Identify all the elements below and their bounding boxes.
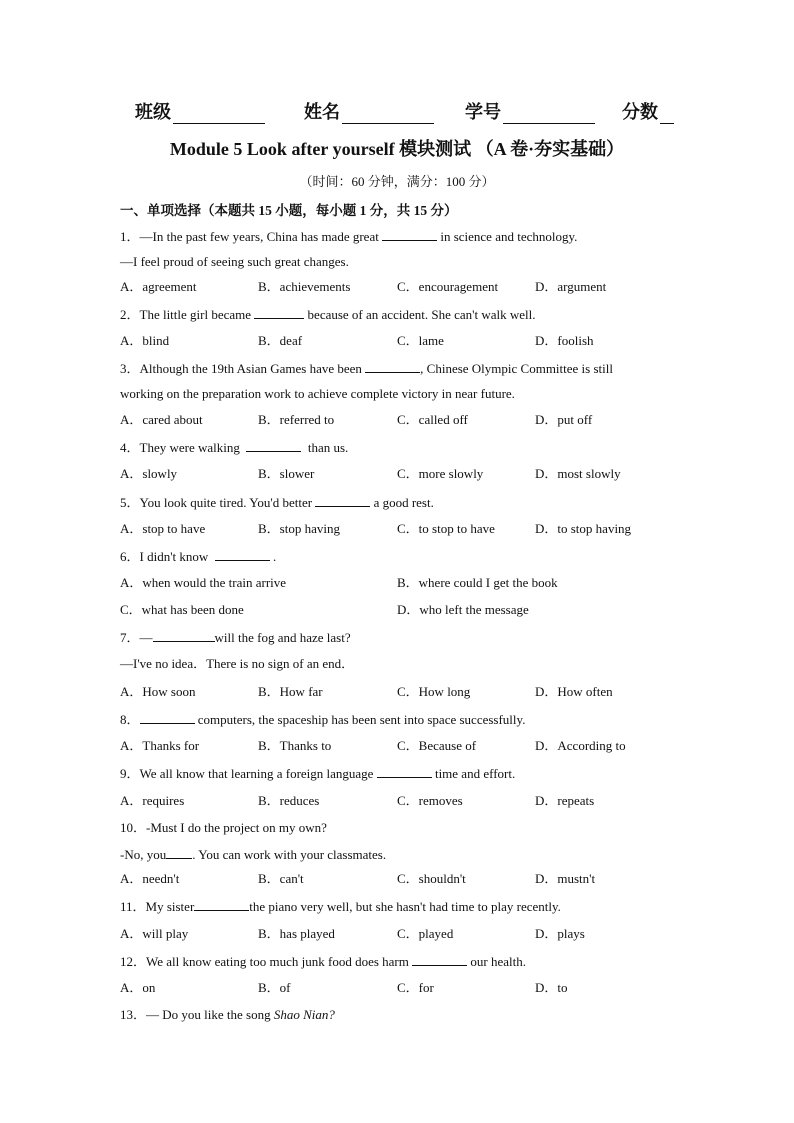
question-1-line2: —I feel proud of seeing such great changes.	[120, 254, 349, 269]
option-d: D．plays	[535, 926, 585, 941]
answer-blank	[215, 548, 270, 561]
class-label: 班级	[135, 102, 171, 122]
option-a: A．blind	[120, 333, 170, 348]
name-label: 姓名	[304, 102, 340, 122]
option-c: C．more slowly	[397, 466, 484, 481]
question-2-stem: 2．The little girl became because of an accident. She can't walk well.	[120, 307, 536, 322]
answer-blank	[194, 898, 249, 911]
exam-title: Module 5 Look after yourself 模块测试 （A 卷·夯实基础）	[169, 139, 625, 159]
option-d: D．argument	[535, 279, 607, 294]
score-field	[622, 98, 674, 124]
question-13-stem: 13．— Do you like the song Shao Nian?	[120, 1007, 335, 1022]
option-d: D．put off	[535, 412, 593, 427]
option-a: A．cared about	[120, 412, 203, 427]
id-field	[465, 98, 595, 124]
option-b: B．stop having	[258, 521, 340, 536]
question-12-stem: 12．We all know eating too much junk food does harm our health.	[120, 954, 526, 969]
option-d: D．to stop having	[535, 521, 632, 536]
option-a: A．requires	[120, 793, 185, 808]
option-d: D．repeats	[535, 793, 595, 808]
exam-subtitle: （时间：60 分钟，满分：100 分）	[299, 174, 495, 189]
question-9-stem: 9．We all know that learning a foreign language time and effort.	[120, 766, 516, 781]
option-c: C．to stop to have	[397, 521, 495, 536]
question-5-stem: 5．You look quite tired. You'd better a good rest.	[120, 495, 434, 510]
option-c: C．called off	[397, 412, 468, 427]
answer-blank	[166, 846, 192, 859]
question-8-stem: 8． computers, the spaceship has been sent into space successfully.	[120, 712, 526, 727]
class-blank	[173, 105, 265, 124]
option-b: B．can't	[258, 871, 304, 886]
option-b: B．has played	[258, 926, 335, 941]
section-heading: 一、单项选择（本题共 15 小题，每小题 1 分，共 15 分）	[120, 203, 458, 218]
option-b: B．achievements	[258, 279, 351, 294]
answer-blank	[412, 953, 467, 966]
score-label: 分数	[622, 102, 658, 122]
option-a: A．agreement	[120, 279, 197, 294]
answer-blank	[254, 306, 304, 319]
question-3-line2: working on the preparation work to achieve complete victory in near future.	[120, 386, 515, 401]
option-d: D．most slowly	[535, 466, 621, 481]
option-b: B．deaf	[258, 333, 303, 348]
option-c: C．encouragement	[397, 279, 499, 294]
option-b: B．of	[258, 980, 291, 995]
option-d: D．foolish	[535, 333, 594, 348]
option-d: D．How often	[535, 684, 613, 699]
id-blank	[503, 105, 595, 124]
option-a: A．needn't	[120, 871, 180, 886]
option-b: B．Thanks to	[258, 738, 332, 753]
answer-blank	[246, 439, 301, 452]
question-11-stem: 11．My sister the piano very well, but she hasn't had time to play recently.	[120, 899, 561, 914]
answer-blank	[140, 711, 195, 724]
option-c: C．for	[397, 980, 434, 995]
option-c: C．played	[397, 926, 454, 941]
option-a: A．How soon	[120, 684, 196, 699]
option-d: D．who left the message	[397, 602, 529, 617]
answer-blank	[365, 360, 420, 373]
option-a: A．will play	[120, 926, 189, 941]
option-a: A．stop to have	[120, 521, 206, 536]
question-7-stem: 7．— will the fog and haze last?	[120, 630, 351, 645]
option-b: B．slower	[258, 466, 315, 481]
option-b: B．referred to	[258, 412, 335, 427]
option-b: B．How far	[258, 684, 323, 699]
option-a: A．Thanks for	[120, 738, 200, 753]
answer-blank	[377, 765, 432, 778]
question-10-line2: -No, you . You can work with your classmates.	[120, 847, 387, 862]
name-field	[304, 98, 434, 124]
option-c: C．How long	[397, 684, 471, 699]
option-d: D．to	[535, 980, 568, 995]
class-field	[135, 98, 265, 124]
option-d: D．According to	[535, 738, 626, 753]
answer-blank	[382, 228, 437, 241]
song-title: Shao Nian?	[273, 1007, 335, 1022]
option-d: D．mustn't	[535, 871, 596, 886]
answer-blank	[315, 494, 370, 507]
answer-blank	[153, 629, 215, 642]
score-blank	[660, 105, 674, 124]
question-7-line2: —I've no idea．There is no sign of an end．	[120, 656, 355, 671]
option-b: B．reduces	[258, 793, 320, 808]
question-6-stem: 6．I didn't know .	[120, 549, 277, 564]
question-3-stem: 3．Although the 19th Asian Games have been , Chinese Olympic Committee is still	[120, 361, 613, 376]
student-info-header	[0, 98, 794, 122]
option-c: C．Because of	[397, 738, 477, 753]
question-4-stem: 4．They were walking than us.	[120, 440, 349, 455]
question-1-stem: 1．—In the past few years, China has made great in science and technology.	[120, 229, 578, 244]
option-c: C．what has been done	[120, 602, 244, 617]
id-label: 学号	[465, 102, 501, 122]
option-a: A．when would the train arrive	[120, 575, 287, 590]
question-10-stem: 10．-Must I do the project on my own?	[120, 820, 327, 835]
name-blank	[342, 105, 434, 124]
option-a: A．on	[120, 980, 156, 995]
option-b: B．where could I get the book	[397, 575, 558, 590]
option-a: A．slowly	[120, 466, 178, 481]
option-c: C．lame	[397, 333, 444, 348]
option-c: C．shouldn't	[397, 871, 466, 886]
option-c: C．removes	[397, 793, 463, 808]
